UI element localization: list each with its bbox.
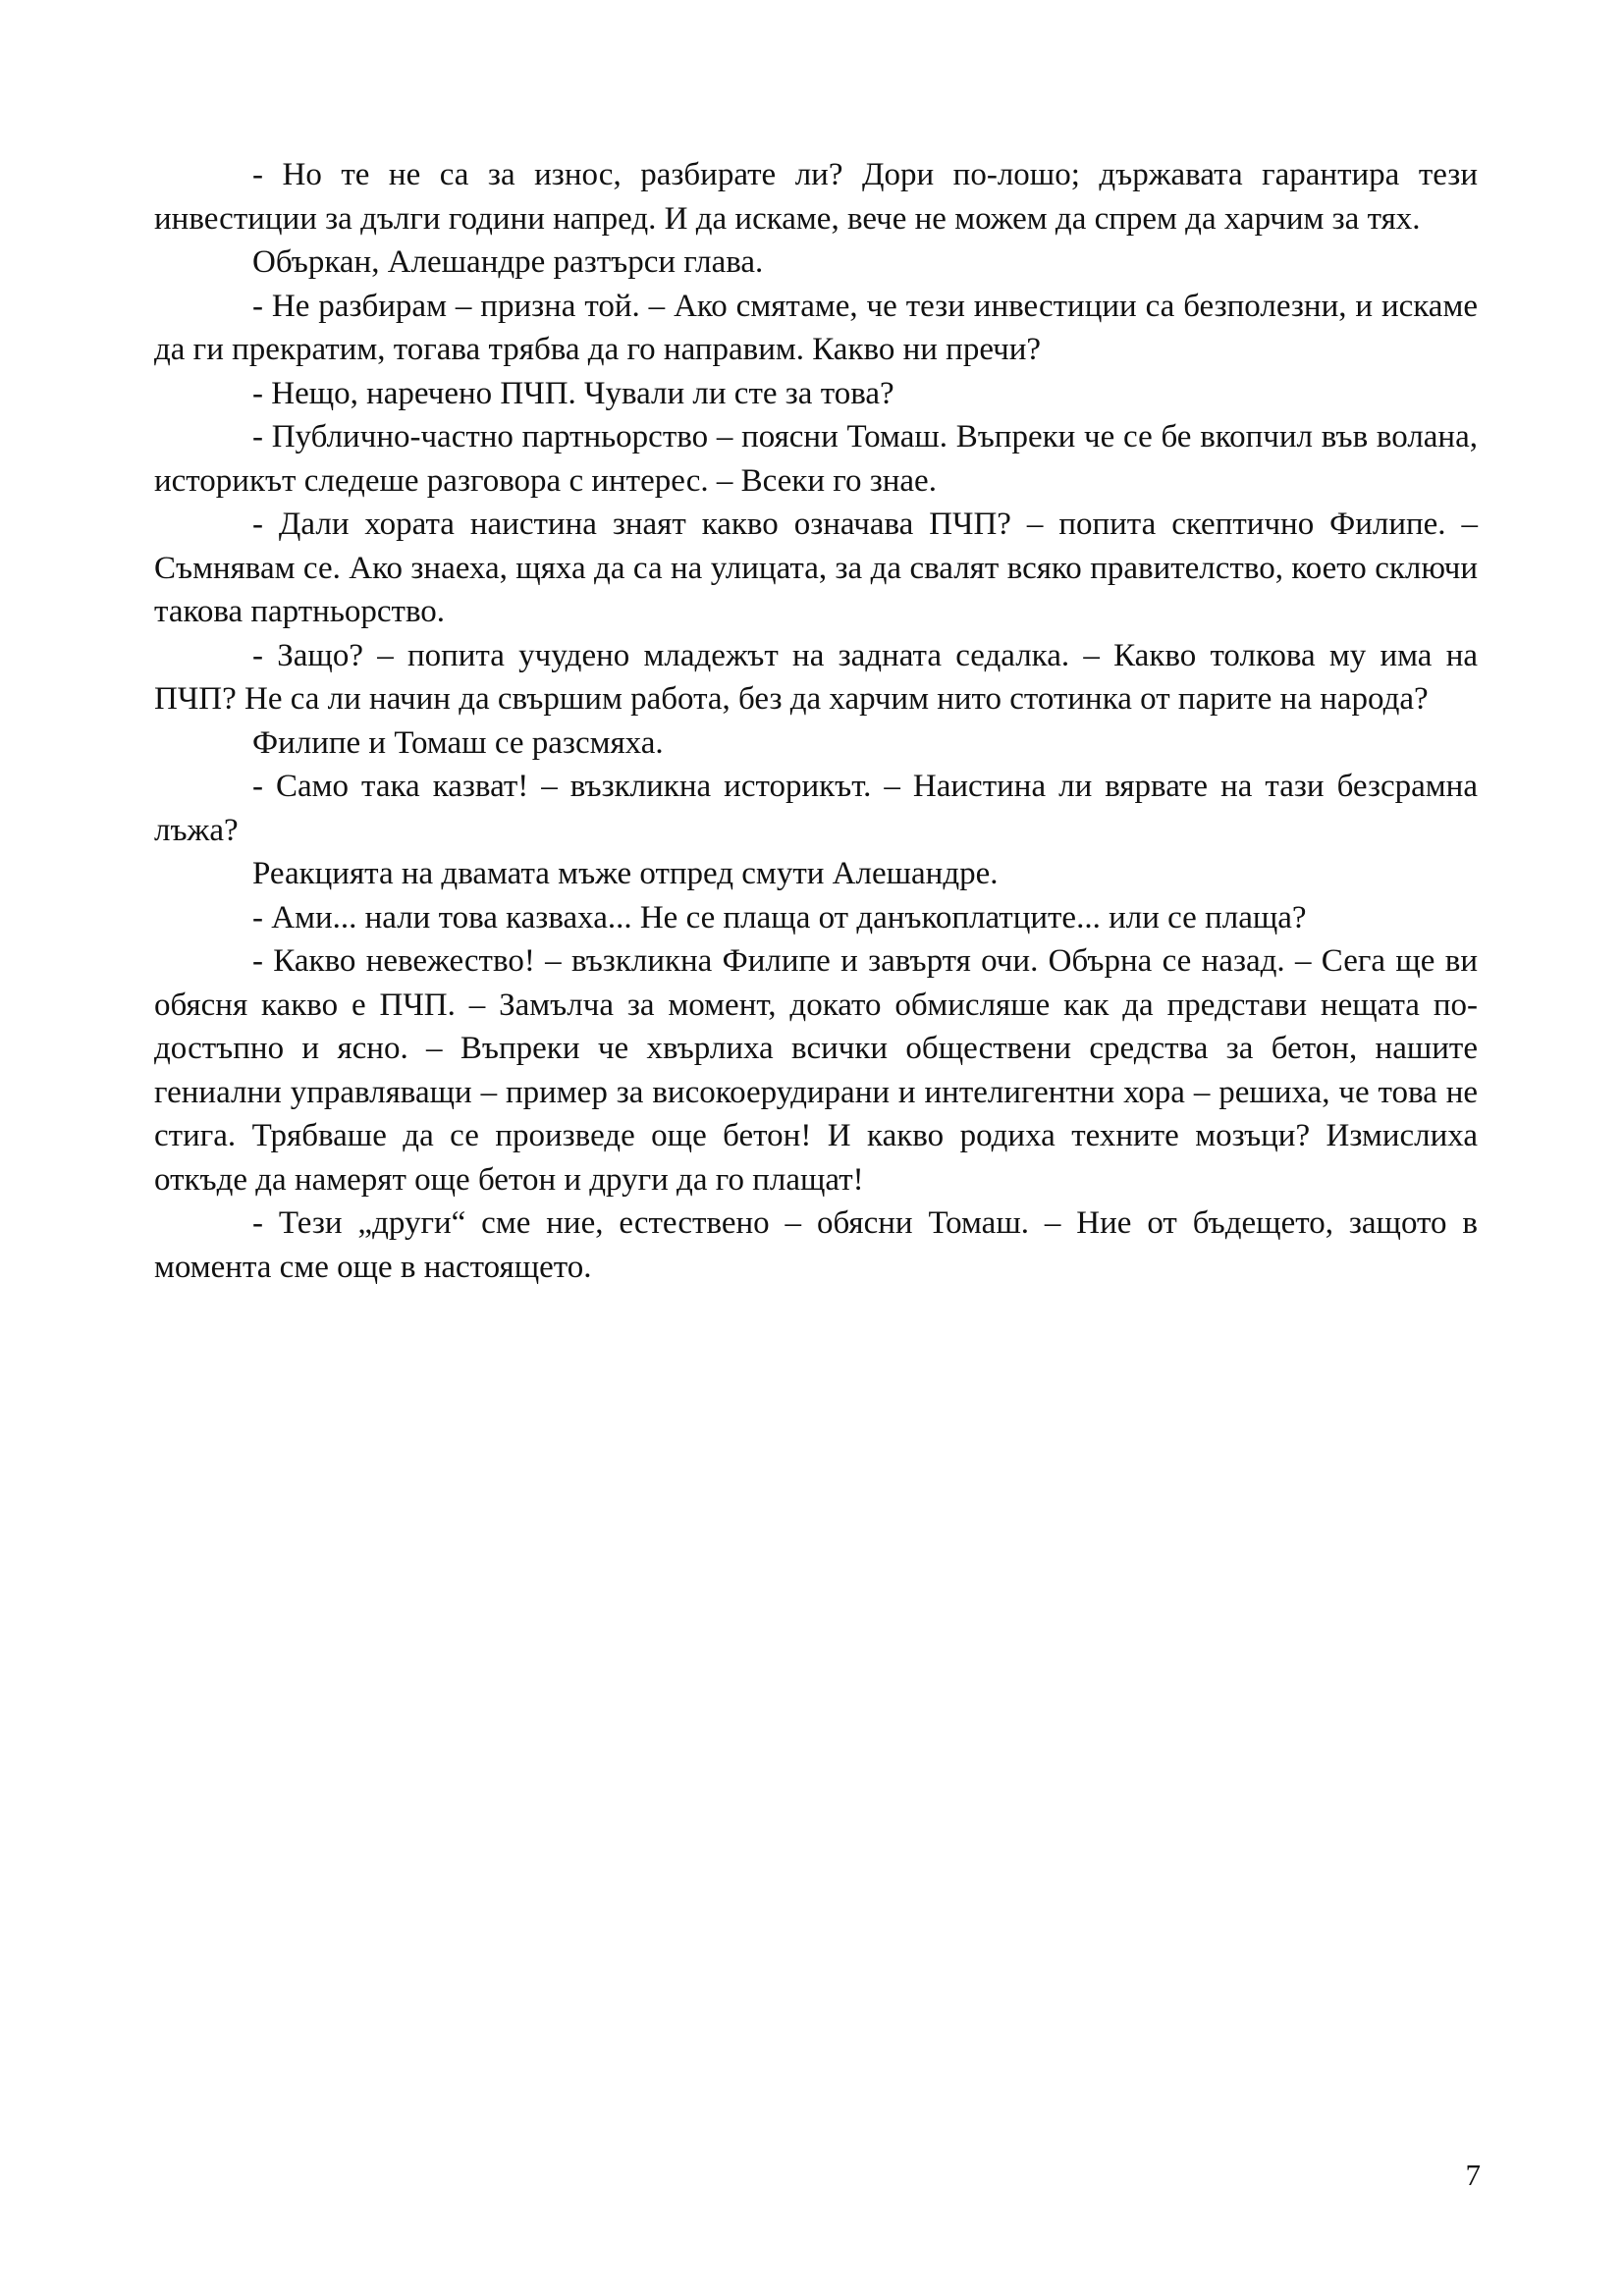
body-text [154,153,1478,1289]
paragraph: - Не разбирам – призна той. – Ако смятаме, че тези инвестиции са безполезни, и искаме да ги прекратим, тогава трябва да го направим. Какво ни пречи? [154,288,1478,367]
paragraph: - Публично-частно партньорство – поясни Томаш. Въпреки че се бе вкопчил във волана, историкът следеше разговора с интерес. – Всеки го знае. [154,419,1478,499]
paragraph: - Само така казват! – възкликна историкът. – Наистина ли вярвате на тази безсрамна лъжа? [154,769,1478,848]
paragraph: - Защо? – попита учудено младежът на задната седалка. – Какво толкова му има на ПЧП? Не са ли начин да свършим работа, без да харчим нито стотинка от парите на народа? [154,637,1478,717]
paragraph: Реакцията на двамата мъже отпред смути Алешандре. [252,856,999,891]
paragraph: - Нещо, наречено ПЧП. Чували ли сте за това? [252,375,894,411]
page-number: 7 [1465,2158,1481,2192]
paragraph: - Тези „други“ сме ние, естествено – обясни Томаш. – Ние от бъдещето, защото в момента сме още в настоящето. [154,1205,1478,1285]
paragraph: Филипе и Томаш се разсмяха. [252,724,664,761]
paragraph: - Какво невежество! – възкликна Филипе и завъртя очи. Обърна се назад. – Сега ще ви обясня какво е ПЧП. – Замълча за момент, докато обмисляше как да представи нещата по-достъпно и ясно. – Въпреки че хвърлиха всички обществени средства за бетон, нашите гениални управляващи – пример за високоерудирани и интелигентни хора – решиха, че това не стига. Трябваше да се произведе още бетон! И какво родиха техните мозъци? Измислиха откъде да намерят още бетон и други да го плащат! [154,943,1478,1198]
paragraph: - Ами... нали това казваха... Не се плаща от данъкоплатците... или се плаща? [252,899,1307,935]
paragraph: Объркан, Алешандре разтърси глава. [252,244,764,280]
paragraph: - Дали хората наистина знаят какво означава ПЧП? – попита скептично Филипе. – Съмнявам се. Ако знаеха, щяха да са на улицата, за да свалят всяко правителство, което сключи такова партньорство. [154,507,1478,629]
paragraph: - Но те не са за износ, разбирате ли? Дори по-лошо; държавата гарантира тези инвестиции за дълги години напред. И да искаме, вече не можем да спрем да харчим за тях. [154,157,1478,237]
